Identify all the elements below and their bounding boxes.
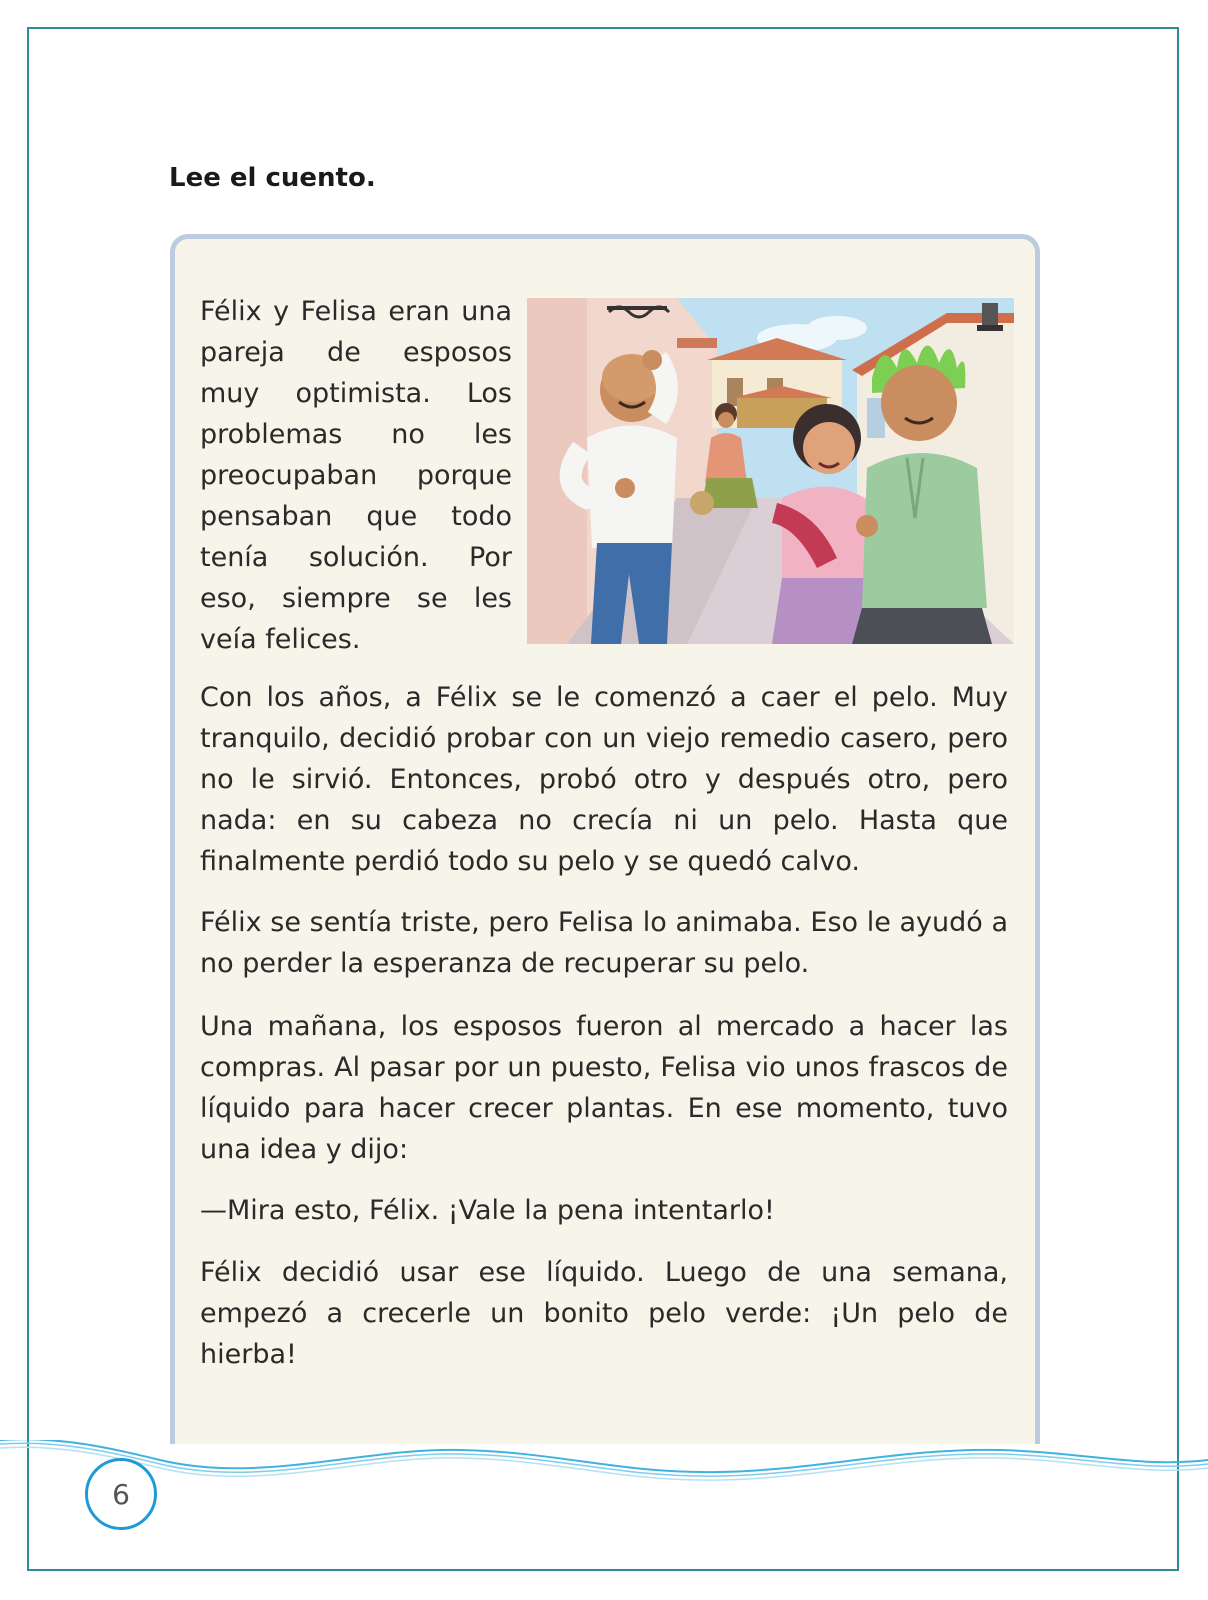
story-intro-paragraph: Félix y Felisa eran una pareja de esposos muy optimista. Los problemas no les preocupaban porque pensaban que todo tenía solución. Por eso, siempre se les veía felices.	[200, 296, 512, 655]
story-illustration	[527, 298, 1014, 644]
story-paragraph-3: Una mañana, los esposos fueron al mercado a hacer las compras. Al pasar por un puesto, Felisa vio unos frascos de líquido para hacer crecer plantas. En ese momento, tuvo una idea y dijo:	[200, 1011, 1008, 1165]
story-paragraph-1: Con los años, a Félix se le comenzó a caer el pelo. Muy tranquilo, decidió probar con un viejo remedio casero, pero no le sirvió. Entonces, probó otro y después otro, pero nada: en su cabeza no crecía ni un pelo. Hasta que finalmente perdió todo su pelo y se quedó calvo.	[200, 682, 1008, 877]
story-paragraph-2: Félix se sentía triste, pero Felisa lo animaba. Eso le ayudó a no perder la esperanza de recuperar su pelo.	[200, 907, 1008, 979]
wave-decoration	[0, 1440, 1208, 1510]
story-box	[170, 234, 1040, 1444]
story-paragraph-5: Félix decidió usar ese líquido. Luego de una semana, empezó a crecerle un bonito pelo verde: ¡Un pelo de hierba!	[200, 1257, 1008, 1370]
story-dialogue-line: —Mira esto, Félix. ¡Vale la pena intentarlo!	[200, 1195, 775, 1226]
instruction-heading: Lee el cuento.	[169, 163, 376, 193]
page-number: 6	[85, 1458, 157, 1530]
